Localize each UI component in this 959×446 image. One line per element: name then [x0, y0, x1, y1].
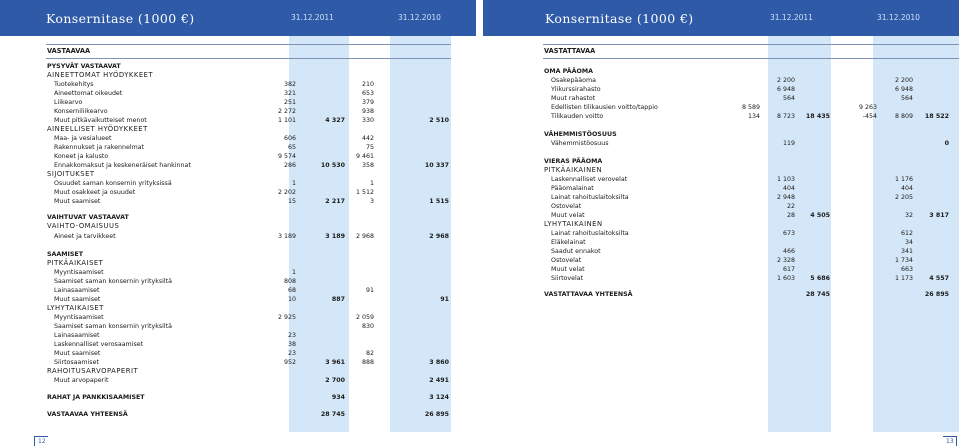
value-2011-item: 321	[283, 90, 296, 97]
value-2011-item: 382	[283, 81, 296, 88]
row-label: Muut osakkeet ja osuudet	[54, 189, 136, 196]
value-2011-total: 28 745	[805, 291, 830, 298]
row-label: Ylikurssirahasto	[551, 86, 601, 93]
value-2011-item: 15	[287, 198, 296, 205]
value-2011-item: 251	[283, 99, 296, 106]
value-2010-item: 82	[365, 350, 374, 357]
row-label: Osuudet saman konsernin yrityksissä	[54, 180, 172, 187]
section-heading: SIJOITUKSET	[47, 170, 95, 178]
value-2010-total: 18 522	[924, 113, 949, 120]
right-section-rule-bottom	[543, 58, 959, 59]
section-heading: VASTATTAVAA YHTEENSÄ	[544, 291, 633, 298]
row-label: Muut velat	[551, 266, 585, 273]
value-2011-item: 68	[287, 287, 296, 294]
row-label: Pääomalainat	[551, 185, 594, 192]
value-2010-item: 75	[365, 144, 374, 151]
value-2011-total: 4 327	[325, 117, 345, 124]
row-label: Aineet ja tarvikkeet	[54, 233, 116, 240]
row-label: Maa- ja vesialueet	[54, 135, 112, 142]
left-section-rule-top	[46, 44, 451, 45]
row-label: Myyntisaamiset	[54, 269, 104, 276]
value-2010-total: 3 860	[429, 359, 449, 366]
section-heading: LYHYTAIKAINEN	[544, 220, 603, 228]
section-heading: AINEETTOMAT HYÖDYKKEET	[47, 71, 154, 79]
value-2010-item: 564	[900, 95, 913, 102]
left-col-2010-header: 31.12.2010	[398, 13, 441, 22]
value-2010-item: 32	[904, 212, 913, 219]
row-label: Rakennukset ja rakennelmat	[54, 144, 145, 151]
value-2011-item: 952	[283, 359, 296, 366]
right-col-2011-header: 31.12.2011	[770, 13, 813, 22]
value-2011-total: 2 700	[325, 377, 345, 384]
value-2011-total: 18 435	[805, 113, 830, 120]
row-label: Saadut ennakot	[551, 248, 601, 255]
value-2011-item: 2 202	[277, 189, 296, 196]
row-label: Lainat rahoituslaitoksilta	[551, 230, 629, 237]
value-2010-total: 2 491	[429, 377, 449, 384]
row-label: Ennakkomaksut ja keskeneräiset hankinnat	[54, 162, 191, 169]
value-2011-item: 2 328	[776, 257, 795, 264]
value-2010-total: 4 557	[929, 275, 949, 282]
value-2010-item: 663	[900, 266, 913, 273]
section-heading: PYSYVÄT VASTAAVAT	[47, 63, 121, 70]
value-2010-total: 2 968	[429, 233, 449, 240]
value-2011-item: 606	[283, 135, 296, 142]
value-2010-total: 2 510	[429, 117, 449, 124]
row-label: Saamiset saman konsernin yrityksiltä	[54, 323, 172, 330]
section-heading: PITKÄAIKAISET	[47, 259, 104, 267]
value-2010-total: 10 337	[424, 162, 449, 169]
row-label: Muut saamiset	[54, 296, 101, 303]
value-2010-total: 1 515	[429, 198, 449, 205]
value-2011-total: 3 961	[325, 359, 345, 366]
value-2011-item: 2 948	[776, 194, 795, 201]
value-2010-item: 1 176	[894, 176, 913, 183]
row-label: Eläkelainat	[551, 239, 586, 246]
value-2010-item: 2 059	[355, 314, 374, 321]
row-label: Tilikauden voitto	[551, 113, 604, 120]
value-2010-item: 2 968	[355, 233, 374, 240]
value-2010-item: 888	[361, 359, 374, 366]
section-heading: VASTAAVAA YHTEENSÄ	[47, 411, 128, 418]
value-2010-sub: 9 263	[858, 104, 877, 111]
value-2011-item: 2 200	[776, 77, 795, 84]
section-heading: PITKÄAIKAINEN	[544, 166, 603, 174]
row-label: Muut velat	[551, 212, 585, 219]
value-2011-item: 1 101	[277, 117, 296, 124]
right-section-title: VASTATTAVAA	[544, 47, 596, 55]
value-2010-item: 379	[361, 99, 374, 106]
value-2010-total: 26 895	[424, 411, 449, 418]
value-2010-total: 3 124	[429, 394, 449, 401]
section-heading: RAHOITUSARVOPAPERIT	[47, 367, 139, 375]
value-2011-item: 9 574	[277, 153, 296, 160]
value-2010-total: 26 895	[924, 291, 949, 298]
value-2010-item: 830	[361, 323, 374, 330]
value-2011-sub: 134	[747, 113, 760, 120]
left-col-2011-header: 31.12.2011	[291, 13, 334, 22]
value-2010-item: 330	[361, 117, 374, 124]
row-label: Edellisten tilikausien voitto/tappio	[551, 104, 658, 111]
row-label: Konserniliikearvo	[54, 108, 108, 115]
value-2011-item: 23	[287, 332, 296, 339]
value-2011-total: 5 686	[810, 275, 830, 282]
value-2011-item: 23	[287, 350, 296, 357]
right-col-2010-header: 31.12.2010	[877, 13, 920, 22]
right-page-title: Konsernitase (1000 €)	[545, 11, 694, 26]
value-2010-item: 612	[900, 230, 913, 237]
row-label: Muut saamiset	[54, 198, 101, 205]
value-2011-item: 6 948	[776, 86, 795, 93]
value-2010-item: 1 173	[894, 275, 913, 282]
value-2011-item: 564	[782, 95, 795, 102]
value-2011-total: 4 505	[810, 212, 830, 219]
row-label: Lainasaamiset	[54, 332, 100, 339]
value-2011-item: 808	[283, 278, 296, 285]
value-2010-item: 653	[361, 90, 374, 97]
row-label: Myyntisaamiset	[54, 314, 104, 321]
value-2011-item: 28	[786, 212, 795, 219]
value-2010-item: 1	[369, 180, 374, 187]
value-2011-item: 286	[283, 162, 296, 169]
row-label: Siirtosaamiset	[54, 359, 99, 366]
value-2011-item: 1	[291, 269, 296, 276]
row-label: Osakepääoma	[551, 77, 596, 84]
value-2010-item: 358	[361, 162, 374, 169]
section-heading: RAHAT JA PANKKISAAMISET	[47, 394, 145, 401]
value-2011-total: 28 745	[320, 411, 345, 418]
section-heading: OMA PÄÄOMA	[544, 68, 593, 75]
value-2011-item: 1 603	[776, 275, 795, 282]
value-2011-item: 119	[782, 140, 795, 147]
row-label: Siirtovelat	[551, 275, 584, 282]
section-heading: SAAMISET	[47, 251, 84, 258]
value-2010-item: 2 205	[894, 194, 913, 201]
right-page-number: 13	[943, 436, 957, 446]
left-page-title: Konsernitase (1000 €)	[46, 11, 195, 26]
row-label: Muut rahastot	[551, 95, 596, 102]
row-label: Aineettomat oikeudet	[54, 90, 123, 97]
value-2011-item: 8 723	[776, 113, 795, 120]
value-2010-item: 341	[900, 248, 913, 255]
row-label: Muut saamiset	[54, 350, 101, 357]
value-2010-total: 0	[944, 140, 949, 147]
value-2010-item: 8 809	[894, 113, 913, 120]
value-2011-item: 673	[782, 230, 795, 237]
value-2011-total: 2 217	[325, 198, 345, 205]
row-label: Liikearvo	[54, 99, 83, 106]
value-2011-total: 10 530	[320, 162, 345, 169]
value-2010-item: 1 734	[894, 257, 913, 264]
value-2011-item: 10	[287, 296, 296, 303]
value-2011-item: 2 272	[277, 108, 296, 115]
value-2010-item: 6 948	[894, 86, 913, 93]
row-label: Ostovelat	[551, 257, 582, 264]
value-2010-item: 442	[361, 135, 374, 142]
value-2011-item: 3 189	[277, 233, 296, 240]
row-label: Lainasaamiset	[54, 287, 100, 294]
section-heading: AINEELLISET HYÖDYKKEET	[47, 125, 148, 133]
row-label: Saamiset saman konsernin yrityksiltä	[54, 278, 172, 285]
row-label: Muut pitkävaikutteiset menot	[54, 117, 147, 124]
section-heading: VAIHTUVAT VASTAAVAT	[47, 214, 129, 221]
value-2010-item: 404	[900, 185, 913, 192]
section-heading: VAIHTO-OMAISUUS	[47, 222, 120, 230]
value-2011-total: 3 189	[325, 233, 345, 240]
row-label: Laskennalliset verosaamiset	[54, 341, 144, 348]
value-2011-sub: 8 589	[741, 104, 760, 111]
value-2011-item: 404	[782, 185, 795, 192]
value-2010-item: 3	[369, 198, 374, 205]
row-label: Ostovelat	[551, 203, 582, 210]
value-2011-item: 22	[786, 203, 795, 210]
left-section-rule-bottom	[46, 58, 451, 59]
section-heading: LYHYTAIKAISET	[47, 304, 104, 312]
value-2010-item: 1 512	[355, 189, 374, 196]
value-2010-item: 2 200	[894, 77, 913, 84]
row-label: Koneet ja kalusto	[54, 153, 109, 160]
value-2010-item: 210	[361, 81, 374, 88]
row-label: Tuotekehitys	[54, 81, 94, 88]
left-page-number: 12	[34, 436, 48, 446]
value-2011-item: 617	[782, 266, 795, 273]
section-heading: VIERAS PÄÄOMA	[544, 158, 603, 165]
value-2011-total: 887	[331, 296, 345, 303]
value-2010-total: 3 817	[929, 212, 949, 219]
row-label: Laskennalliset verovelat	[551, 176, 628, 183]
value-2011-item: 1	[291, 180, 296, 187]
value-2011-total: 934	[331, 394, 345, 401]
value-2011-item: 1 103	[776, 176, 795, 183]
row-label: Vähemmistöosuus	[551, 140, 609, 147]
row-label: Lainat rahoituslaitoksilta	[551, 194, 629, 201]
value-2011-item: 38	[287, 341, 296, 348]
value-2010-item: 9 461	[355, 153, 374, 160]
value-2010-item: 91	[365, 287, 374, 294]
value-2011-item: 65	[287, 144, 296, 151]
value-2010-sub: -454	[862, 113, 877, 120]
section-heading: VÄHEMMISTÖOSUUS	[544, 131, 617, 138]
value-2010-total: 91	[440, 296, 449, 303]
right-section-rule-top	[543, 44, 959, 45]
value-2011-item: 466	[782, 248, 795, 255]
value-2010-item: 938	[361, 108, 374, 115]
value-2011-item: 2 925	[277, 314, 296, 321]
value-2010-item: 34	[904, 239, 913, 246]
row-label: Muut arvopaperit	[54, 377, 109, 384]
left-section-title: VASTAAVAA	[47, 47, 91, 55]
